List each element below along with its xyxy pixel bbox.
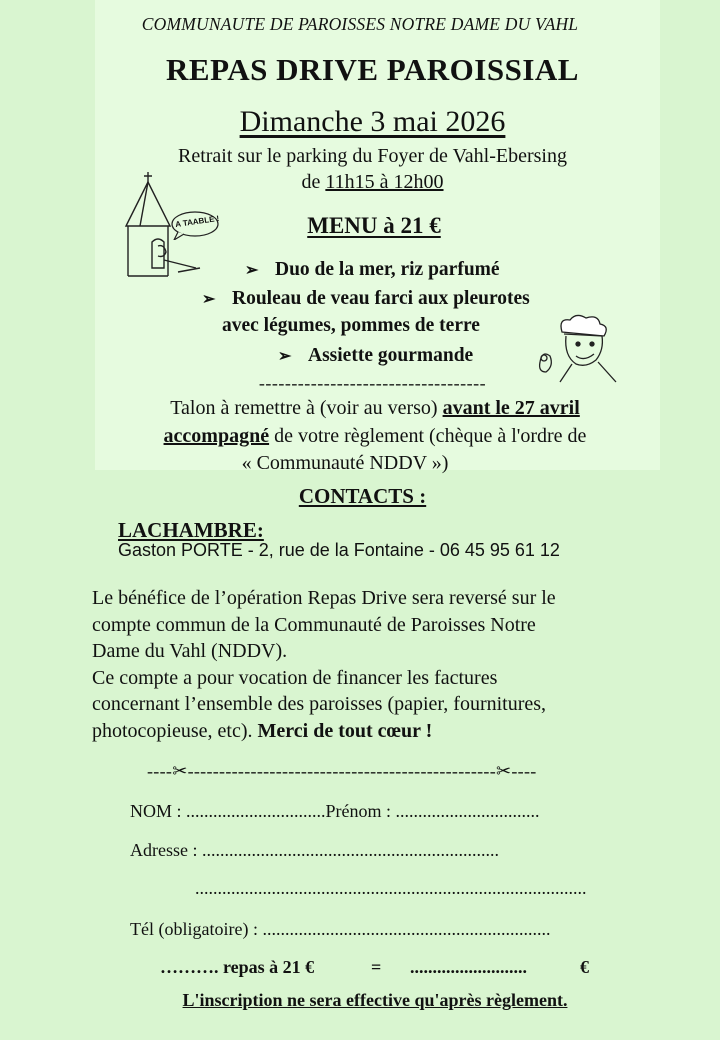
equals-sign: = xyxy=(371,957,382,977)
menu-item: ➢ Rouleau de veau farci aux pleurotes xyxy=(202,288,530,309)
arrowhead-bullet-icon: ➢ xyxy=(202,291,216,308)
page-title: REPAS DRIVE PAROISSIAL xyxy=(166,52,579,87)
menu-separator: ----------------------------------- xyxy=(258,373,487,393)
pickup-location: Retrait sur le parking du Foyer de Vahl-Ebersing xyxy=(178,145,567,167)
thanks: Merci de tout cœur ! xyxy=(257,719,433,742)
registration-note: L'inscription ne sera effective qu'après règlement. xyxy=(182,990,568,1010)
talon-line3: « Communauté NDDV ») xyxy=(241,452,449,474)
community-name: COMMUNAUTE DE PAROISSES NOTRE DAME DU VAHL xyxy=(141,14,579,34)
nom-field[interactable]: NOM : ...............................Prénom : ................................ xyxy=(130,801,540,821)
contact-place: LACHAMBRE: xyxy=(118,518,264,542)
event-date: Dimanche 3 mai 2026 xyxy=(239,105,506,138)
tel-field[interactable]: Tél (obligatoire) : ................................................................ xyxy=(130,919,551,939)
menu-heading: MENU à 21 € xyxy=(307,213,441,238)
meal-count-field[interactable]: ………. repas à 21 € xyxy=(160,957,315,977)
cut-line: ----✂-------------------------------------------------✂---- xyxy=(147,761,537,781)
pickup-time-line: de 11h15 à 12h00 xyxy=(301,171,444,193)
adresse-field-line2[interactable]: ....................................................................................... xyxy=(195,878,587,898)
contact-person: Gaston PORTE - 2, rue de la Fontaine - 06 45 95 61 12 xyxy=(118,540,560,560)
menu-item: ➢ Duo de la mer, riz parfumé xyxy=(245,259,500,280)
scissors-icon: ✂ xyxy=(172,761,188,781)
arrowhead-bullet-icon: ➢ xyxy=(245,262,259,279)
scissors-icon: ✂ xyxy=(496,761,512,781)
bubble-text: A TAABLE ! xyxy=(174,213,220,230)
arrowhead-bullet-icon: ➢ xyxy=(278,348,292,365)
menu-item-continued: avec légumes, pommes de terre xyxy=(222,315,480,336)
info-paragraph: Le bénéfice de l’opération Repas Drive sera reversé sur le compte commun de la Communauté de Paroisses Notre Dame du Vahl (NDDV). Ce compte a pour vocation de financer les factures concernant l’ensemble des paroisses (papier, fournitures, photocopieuse, etc). Merci de tout cœur ! xyxy=(92,587,556,742)
adresse-field[interactable]: Adresse : .................................................................. xyxy=(130,840,499,860)
deadline: avant le 27 avril xyxy=(442,397,580,419)
euro-sign: € xyxy=(580,957,589,977)
menu-item: ➢ Assiette gourmande xyxy=(278,345,474,366)
talon-line2: accompagné de votre règlement (chèque à l'ordre de xyxy=(163,425,587,447)
contacts-heading: CONTACTS : xyxy=(298,484,427,508)
talon-line1: Talon à remettre à (voir au verso) avant le 27 avril xyxy=(170,397,580,419)
total-field[interactable]: .......................... xyxy=(410,957,527,977)
pickup-time: 11h15 à 12h00 xyxy=(325,171,444,193)
